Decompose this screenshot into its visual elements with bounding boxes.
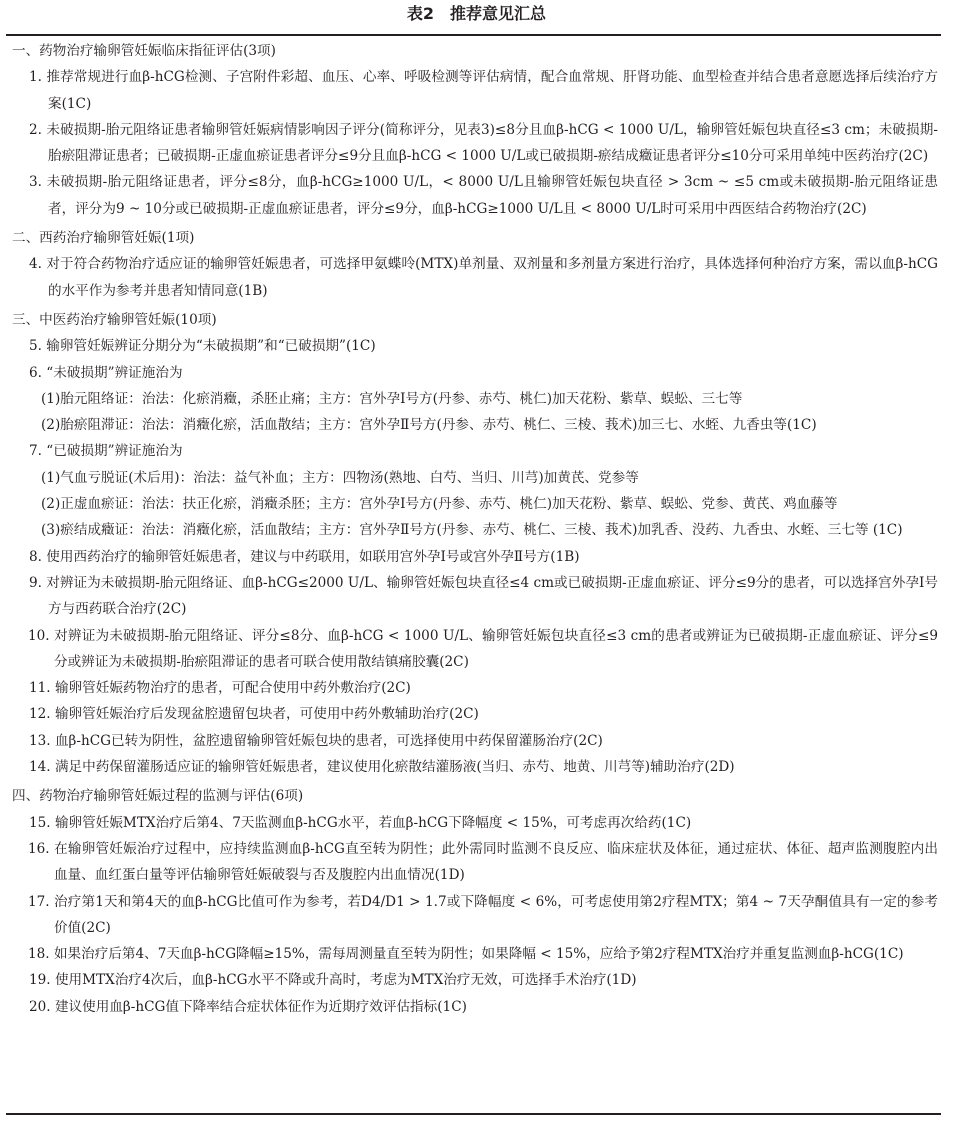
recommendation-item-4: 4. 对于符合药物治疗适应证的输卵管妊娠患者，可选择甲氨蝶呤(MTX)单剂量、双剂量和多剂量方案进行治疗，具体选择何种治疗方案，需以血β-hCG的水平作为参考并患者知情同意(1B) [29, 256, 938, 299]
recommendation-item-12: 12. 输卵管妊娠治疗后发现盆腔遗留包块者，可使用中药外敷辅助治疗(2C) [29, 706, 479, 723]
recommendation-item-14: 14. 满足中药保留灌肠适应证的输卵管妊娠患者，建议使用化瘀散结灌肠液(当归、赤芍、地黄、川芎等)辅助治疗(2D) [29, 759, 735, 776]
sub-item-6-1: (1)胎元阻络证：治法：化瘀消癥，杀胚止痛；主方：宫外孕Ⅰ号方(丹参、赤芍、桃仁)加天花粉、紫草、蜈蚣、三七等 [41, 390, 743, 407]
sub-item-7-3: (3)瘀结成癥证：治法：消癥化瘀，活血散结；主方：宫外孕Ⅱ号方(丹参、赤芍、桃仁、三棱、莪术)加乳香、没药、九香虫、水蛭、三七等 (1C) [41, 522, 903, 539]
recommendation-item-7: 7. “已破损期”辨证施治为 [29, 443, 183, 460]
recommendation-item-8: 8. 使用西药治疗的输卵管妊娠患者，建议与中药联用，如联用宫外孕Ⅰ号或宫外孕Ⅱ号方(1B) [29, 548, 580, 565]
top-rule [6, 34, 941, 36]
recommendation-item-6: 6. “未破损期”辨证施治为 [29, 364, 183, 381]
recommendation-item-5: 5. 输卵管妊娠辨证分期分为“未破损期”和“已破损期”(1C) [29, 338, 376, 355]
table-title: 表2 推荐意见汇总 [406, 4, 547, 23]
recommendation-table [12, 38, 938, 1020]
recommendation-item-16: 16. 在输卵管妊娠治疗过程中，应持续监测血β-hCG直至转为阴性；此外需同时监测不良反应、临床症状及体征，通过症状、体征、超声监测腹腔内出血量、血红蛋白量等评估输卵管妊娠破裂与否及腹腔内出血情况(1D) [28, 840, 938, 884]
recommendation-item-10: 10. 对辨证为未破损期-胎元阻络证、评分≤8分、血β-hCG < 1000 U/L、输卵管妊娠包块直径≤3 cm的患者或辨证为已破损期-正虚血瘀证、评分≤9分或辨证为未破损期-胎瘀阻滞证的患者可联合使用散结镇痛胶囊(2C) [28, 627, 938, 670]
recommendation-item-11: 11. 输卵管妊娠药物治疗的患者，可配合使用中药外敷治疗(2C) [29, 680, 411, 697]
recommendation-item-1: 1. 推荐常规进行血β-hCG检测、子宫附件彩超、血压、心率、呼吸检测等评估病情，配合血常规、肝肾功能、血型检查并结合患者意愿选择后续治疗方案(1C) [29, 69, 938, 112]
section-heading-2: 二、西药治疗输卵管妊娠(1项) [12, 230, 195, 247]
recommendation-item-19: 19. 使用MTX治疗4次后，血β-hCG水平不降或升高时，考虑为MTX治疗无效，可选择手术治疗(1D) [29, 972, 637, 989]
sub-item-7-2: (2)正虚血瘀证：治法：扶正化瘀，消癥杀胚；主方：宫外孕Ⅰ号方(丹参、赤芍、桃仁)加天花粉、紫草、蜈蚣、党参、黄芪、鸡血藤等 [41, 496, 838, 513]
section-heading-3: 三、中医药治疗输卵管妊娠(10项) [12, 311, 217, 328]
section-heading-1: 一、药物治疗输卵管妊娠临床指征评估(3项) [12, 43, 276, 59]
recommendation-item-13: 13. 血β-hCG已转为阴性，盆腔遗留输卵管妊娠包块的患者，可选择使用中药保留灌肠治疗(2C) [29, 732, 603, 749]
sub-item-7-1: (1)气血亏脱证(术后用)：治法：益气补血；主方：四物汤(熟地、白芍、当归、川芎)加黄芪、党参等 [41, 469, 639, 486]
recommendation-item-17: 17. 治疗第1天和第4天的血β-hCG比值可作为参考，若D4/D1 > 1.7或下降幅度 < 6%，可考虑使用第2疗程MTX；第4 ~ 7天孕酮值具有一定的参考价值(2C) [28, 893, 938, 936]
section-heading-4: 四、药物治疗输卵管妊娠过程的监测与评估(6项) [12, 788, 304, 805]
recommendation-item-20: 20. 建议使用血β-hCG值下降率结合症状体征作为近期疗效评估指标(1C) [29, 998, 467, 1015]
recommendation-item-15: 15. 输卵管妊娠MTX治疗后第4、7天监测血β-hCG水平，若血β-hCG下降幅度 < 15%，可考虑再次给药(1C) [29, 814, 692, 831]
recommendation-item-3: 3. 未破损期-胎元阻络证患者，评分≤8分，血β-hCG≥1000 U/L，< 8000 U/L且输卵管妊娠包块直径 > 3cm ~ ≤5 cm或未破损期-胎元阻络证患者，评分为9 ~ 10分或已破损期-正虚血瘀证患者，评分≤9分，血β-hCG≥1000 U/L且 < 8000 U/L时可采用中西医结合药物治疗(2C) [29, 174, 938, 217]
sub-item-6-2: (2)胎瘀阻滞证：治法：消癥化瘀，活血散结；主方：宫外孕Ⅱ号方(丹参、赤芍、桃仁、三棱、莪术)加三七、水蛭、九香虫等(1C) [41, 417, 817, 434]
recommendation-item-9: 9. 对辨证为未破损期-胎元阻络证、血β-hCG≤2000 U/L、输卵管妊娠包块直径≤4 cm或已破损期-正虚血瘀证、评分≤9分的患者，可以选择宫外孕Ⅰ号方与西药联合治疗(2C) [29, 574, 938, 618]
recommendation-item-18: 18. 如果治疗后第4、7天血β-hCG降幅≥15%，需每周测量直至转为阴性；如果降幅 < 15%，应给予第2疗程MTX治疗并重复监测血β-hCG(1C) [28, 946, 904, 963]
recommendation-item-2: 2. 未破损期-胎元阻络证患者输卵管妊娠病情影响因子评分(简称评分，见表3)≤8分且血β-hCG < 1000 U/L，输卵管妊娠包块直径≤3 cm；未破损期-胎瘀阻滞证患者；已破损期-正虚血瘀证患者评分≤9分且血β-hCG < 1000 U/L或已破损期-瘀结成癥证患者评分≤10分可采用单纯中医药治疗(2C) [29, 121, 938, 165]
bottom-rule [6, 1113, 941, 1115]
